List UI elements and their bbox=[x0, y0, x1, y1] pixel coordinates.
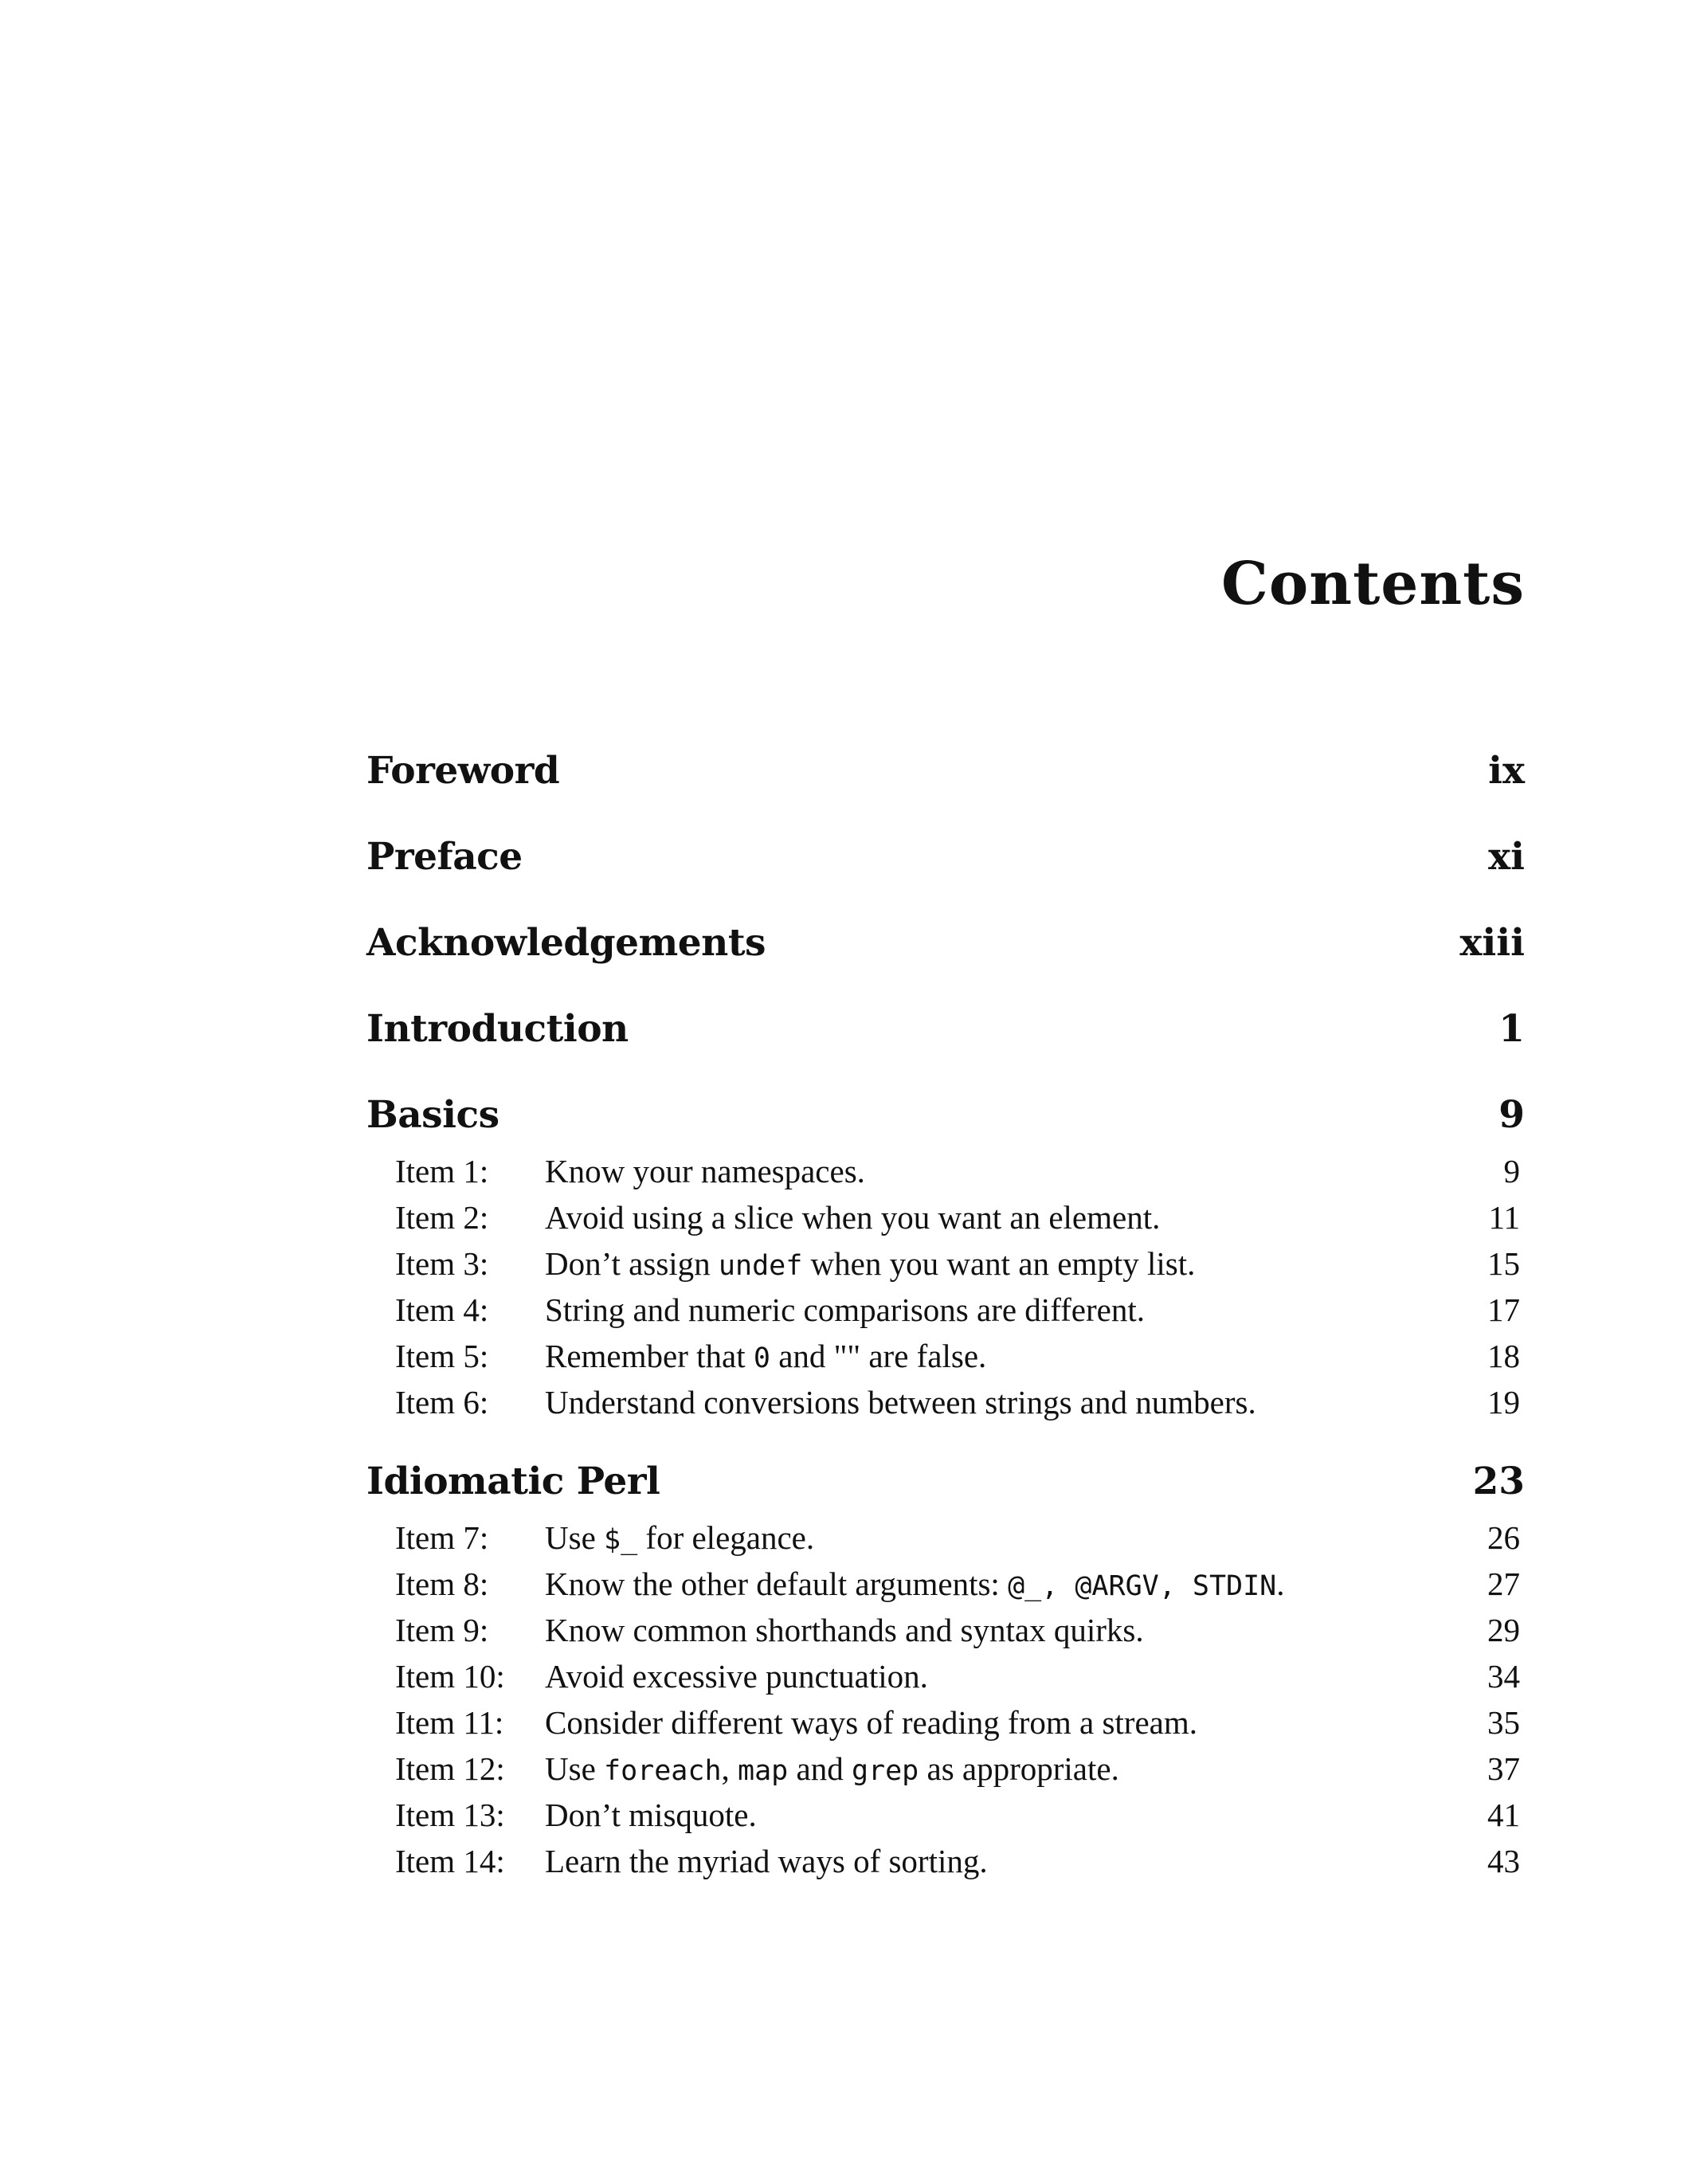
toc-chapter-foreword[interactable] bbox=[366, 749, 1525, 835]
item-label: Item 11: bbox=[395, 1704, 504, 1741]
toc-item[interactable] bbox=[366, 1565, 1525, 1611]
item-text: and "" are false. bbox=[770, 1338, 987, 1374]
item-page: 37 bbox=[1487, 1750, 1520, 1787]
item-page: 41 bbox=[1487, 1797, 1520, 1833]
item-title bbox=[545, 1518, 1424, 1557]
code-keyword: undef bbox=[718, 1250, 803, 1282]
item-page: 11 bbox=[1488, 1199, 1520, 1236]
item-label: Item 12: bbox=[395, 1750, 505, 1787]
toc-item[interactable] bbox=[366, 1198, 1525, 1244]
toc-item[interactable] bbox=[366, 1796, 1525, 1842]
item-text: , bbox=[721, 1750, 738, 1787]
table-of-contents bbox=[366, 749, 1525, 1918]
chapter-page: 9 bbox=[1498, 1093, 1525, 1137]
item-text: Remember that bbox=[545, 1338, 754, 1374]
item-title: Learn the myriad ways of sorting. bbox=[545, 1843, 988, 1879]
item-text: Use bbox=[545, 1750, 605, 1787]
item-text: Use bbox=[545, 1519, 605, 1556]
toc-item[interactable] bbox=[366, 1611, 1525, 1657]
item-title: Consider different ways of reading from a stream. bbox=[545, 1704, 1197, 1741]
idiomatic-item-list bbox=[366, 1518, 1525, 1888]
code-keyword: map bbox=[738, 1755, 789, 1787]
toc-item[interactable] bbox=[366, 1383, 1525, 1429]
item-text: . bbox=[1276, 1565, 1285, 1602]
item-page: 35 bbox=[1487, 1704, 1520, 1741]
toc-item[interactable] bbox=[366, 1703, 1525, 1750]
chapter-title: Acknowledgements bbox=[366, 921, 766, 965]
item-title bbox=[545, 1565, 1424, 1603]
code-keyword: $_ bbox=[604, 1524, 638, 1556]
chapter-page: xi bbox=[1488, 835, 1525, 879]
chapter-page: xiii bbox=[1459, 921, 1525, 965]
toc-item[interactable] bbox=[366, 1244, 1525, 1291]
item-page: 26 bbox=[1487, 1519, 1520, 1556]
item-title: Know common shorthands and syntax quirks. bbox=[545, 1612, 1144, 1648]
item-text: Don’t assign bbox=[545, 1245, 719, 1282]
page-title: Contents bbox=[1221, 550, 1525, 618]
item-label: Item 9: bbox=[395, 1612, 489, 1648]
item-text: as appropriate. bbox=[919, 1750, 1119, 1787]
item-text: Know the other default arguments: bbox=[545, 1565, 1009, 1602]
item-label: Item 8: bbox=[395, 1565, 489, 1602]
item-page: 29 bbox=[1487, 1612, 1520, 1648]
code-keyword: @_, @ARGV, STDIN bbox=[1008, 1570, 1277, 1602]
item-page: 17 bbox=[1487, 1291, 1520, 1328]
chapter-title: Preface bbox=[366, 835, 523, 879]
toc-chapter-introduction[interactable] bbox=[366, 1007, 1525, 1093]
item-label: Item 1: bbox=[395, 1153, 489, 1189]
item-label: Item 3: bbox=[395, 1245, 489, 1282]
code-keyword: 0 bbox=[753, 1342, 770, 1374]
item-title bbox=[545, 1337, 1424, 1375]
toc-item[interactable] bbox=[366, 1518, 1525, 1565]
chapter-page: ix bbox=[1488, 749, 1525, 793]
chapter-title: Introduction bbox=[366, 1007, 629, 1051]
item-label: Item 14: bbox=[395, 1843, 505, 1879]
item-text: when you want an empty list. bbox=[802, 1245, 1196, 1282]
code-keyword: foreach bbox=[604, 1755, 722, 1787]
item-page: 18 bbox=[1487, 1338, 1520, 1374]
item-text: and bbox=[788, 1750, 852, 1787]
chapter-page: 1 bbox=[1498, 1007, 1525, 1051]
chapter-title: Idiomatic Perl bbox=[366, 1460, 660, 1503]
toc-item[interactable] bbox=[366, 1750, 1525, 1796]
item-page: 9 bbox=[1503, 1153, 1520, 1189]
toc-item[interactable] bbox=[366, 1842, 1525, 1888]
basics-item-list bbox=[366, 1152, 1525, 1429]
code-keyword: grep bbox=[851, 1755, 919, 1787]
chapter-title: Foreword bbox=[366, 749, 560, 793]
item-title: Understand conversions between strings and numbers. bbox=[545, 1384, 1256, 1421]
item-label: Item 5: bbox=[395, 1338, 489, 1374]
toc-item[interactable] bbox=[366, 1337, 1525, 1383]
item-page: 27 bbox=[1487, 1565, 1520, 1602]
item-page: 15 bbox=[1487, 1245, 1520, 1282]
item-label: Item 2: bbox=[395, 1199, 489, 1236]
item-label: Item 10: bbox=[395, 1658, 505, 1695]
item-label: Item 13: bbox=[395, 1797, 505, 1833]
toc-item[interactable] bbox=[366, 1291, 1525, 1337]
chapter-title: Basics bbox=[366, 1093, 499, 1137]
toc-chapter-acknowledgements[interactable] bbox=[366, 921, 1525, 1007]
toc-item[interactable] bbox=[366, 1152, 1525, 1198]
item-title: Don’t misquote. bbox=[545, 1797, 757, 1833]
item-page: 19 bbox=[1487, 1384, 1520, 1421]
item-title: Avoid excessive punctuation. bbox=[545, 1658, 928, 1695]
toc-chapter-basics[interactable] bbox=[366, 1093, 1525, 1157]
item-title: Avoid using a slice when you want an element. bbox=[545, 1199, 1161, 1236]
toc-chapter-idiomatic-perl[interactable] bbox=[366, 1460, 1525, 1523]
item-text: for elegance. bbox=[637, 1519, 815, 1556]
item-label: Item 7: bbox=[395, 1519, 489, 1556]
item-label: Item 4: bbox=[395, 1291, 489, 1328]
item-page: 43 bbox=[1487, 1843, 1520, 1879]
toc-item[interactable] bbox=[366, 1657, 1525, 1703]
item-title bbox=[545, 1750, 1424, 1788]
item-title: Know your namespaces. bbox=[545, 1153, 865, 1189]
item-label: Item 6: bbox=[395, 1384, 489, 1421]
item-title: String and numeric comparisons are different. bbox=[545, 1291, 1145, 1328]
toc-chapter-preface[interactable] bbox=[366, 835, 1525, 921]
chapter-page: 23 bbox=[1472, 1460, 1525, 1503]
item-title bbox=[545, 1244, 1424, 1283]
item-page: 34 bbox=[1487, 1658, 1520, 1695]
